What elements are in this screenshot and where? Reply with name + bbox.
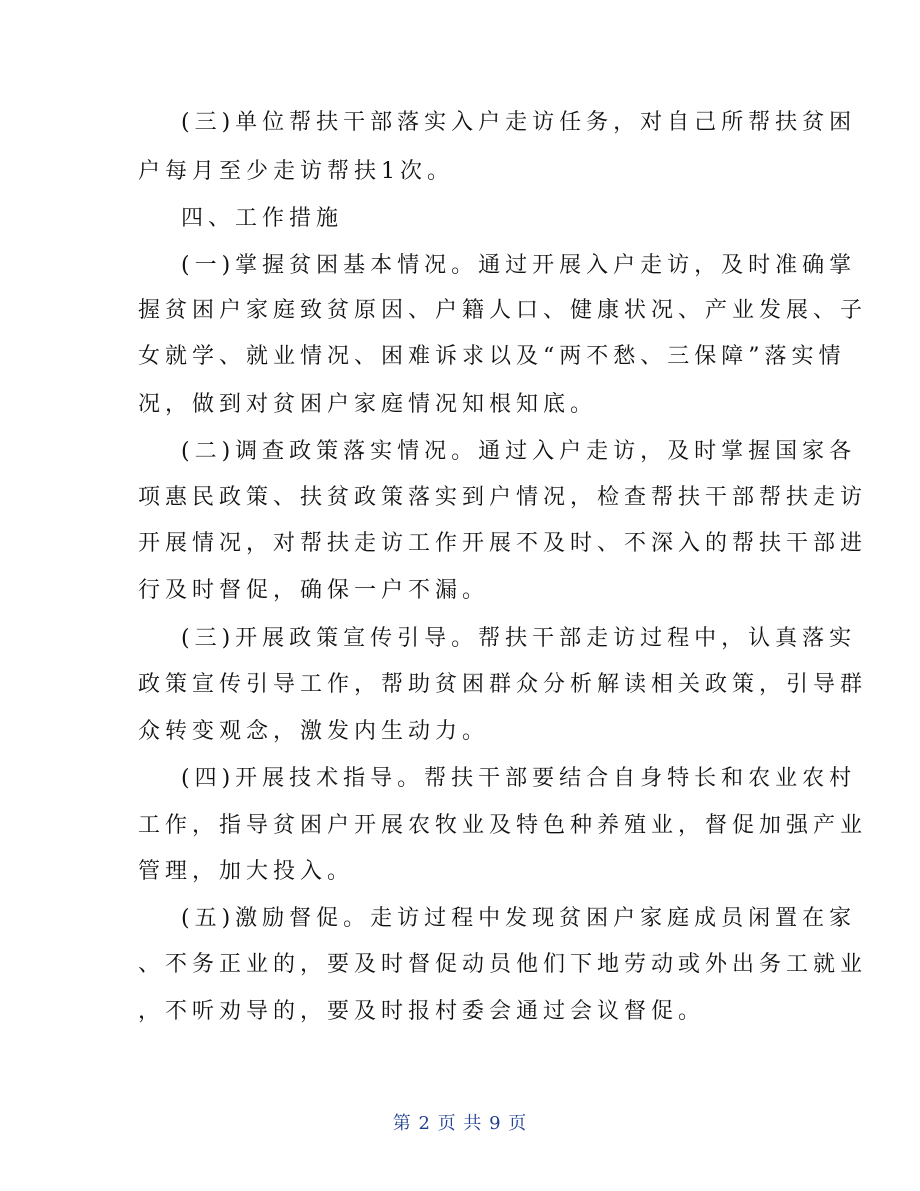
paragraph-line: 况，做到对贫困户家庭情况知根知底。 bbox=[138, 392, 598, 417]
paragraph-line: (一)掌握贫困基本情况。通过开展入户走访，及时准确掌 bbox=[181, 253, 857, 278]
paragraph-line: (三)单位帮扶干部落实入户走访任务，对自己所帮扶贫困 bbox=[181, 110, 857, 135]
section-heading: 四、工作措施 bbox=[181, 206, 344, 231]
paragraph-line: 政策宣传引导工作，帮助贫困群众分析解读相关政策，引导群 bbox=[138, 672, 868, 697]
paragraph-line: 女就学、就业情况、困难诉求以及“两不愁、三保障”落实情 bbox=[138, 344, 846, 369]
paragraph-line: (四)开展技术指导。帮扶干部要结合自身特长和农业农村 bbox=[181, 766, 857, 791]
paragraph-line: 项惠民政策、扶贫政策落实到户情况，检查帮扶干部帮扶走访 bbox=[138, 485, 868, 510]
paragraph-line: 众转变观念，激发内生动力。 bbox=[138, 719, 490, 744]
paragraph-line: (二)调查政策落实情况。通过入户走访，及时掌握国家各 bbox=[181, 439, 857, 464]
paragraph-line: 管理，加大投入。 bbox=[138, 859, 355, 884]
paragraph-line: 工作，指导贫困户开展农牧业及特色种养殖业，督促加强产业 bbox=[138, 813, 868, 838]
paragraph-line: (五)激励督促。走访过程中发现贫困户家庭成员闲置在家 bbox=[181, 906, 857, 931]
paragraph-line: 、不务正业的，要及时督促动员他们下地劳动或外出务工就业 bbox=[138, 952, 868, 977]
paragraph-line: 户每月至少走访帮扶1次。 bbox=[138, 159, 454, 184]
paragraph-line: 行及时督促，确保一户不漏。 bbox=[138, 578, 490, 603]
page-number-footer: 第 2 页 共 9 页 bbox=[392, 1113, 528, 1134]
paragraph-line: ，不听劝导的，要及时报村委会通过会议督促。 bbox=[138, 999, 706, 1024]
paragraph-line: 开展情况，对帮扶走访工作开展不及时、不深入的帮扶干部进 bbox=[138, 531, 868, 556]
paragraph-line: 握贫困户家庭致贫原因、户籍人口、健康状况、产业发展、子 bbox=[138, 298, 868, 323]
paragraph-line: (三)开展政策宣传引导。帮扶干部走访过程中，认真落实 bbox=[181, 626, 857, 651]
